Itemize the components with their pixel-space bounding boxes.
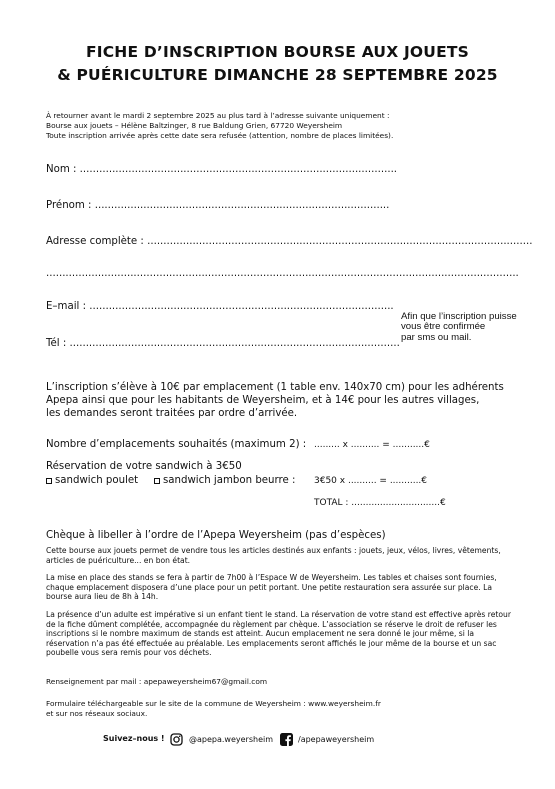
sandwich-label: Réservation de votre sandwich à 3€50: [46, 461, 242, 472]
side-note: [401, 312, 517, 343]
email-field[interactable]: E–mail : ..............................................................................................: [46, 301, 394, 312]
side-note-line: par sms ou mail.: [401, 331, 472, 343]
checkbox-icon[interactable]: [154, 478, 160, 484]
nom-field[interactable]: Nom : ..................................................................................................: [46, 164, 398, 175]
emplacements-label: Nombre d’emplacements souhaités (maximum 2) :: [46, 439, 307, 450]
follow-label: Suivez–nous !: [103, 734, 165, 743]
sandwich-jambon-option[interactable]: [154, 474, 295, 487]
prenom-field[interactable]: Prénom : ...........................................................................................: [46, 200, 390, 211]
facebook-handle: /apepaweyersheim: [298, 734, 375, 744]
title-line1: FICHE D’INSCRIPTION BOURSE AUX JOUETS: [85, 43, 470, 61]
pricing-text: [46, 381, 504, 420]
adresse-field-line2[interactable]: ..................................................................................................................................................: [46, 268, 519, 279]
pricing-line: Apepa ainsi que pour les habitants de Weyersheim, et à 14€ pour les autres villages,: [46, 395, 480, 406]
paragraph-rules: La présence d’un adulte est impérative si un enfant tient le stand. La réservation de votre stand est effective après retour de la fiche dûment complétée, accompagnée du règlement par chèque. L’association se réserve le droit de refuser les inscriptions si le nombre maximum de stands est atteint. Aucun emplacement ne sera donné le jour même, si la réservation n’a pas été effectuée au préalable. Les emplacements seront affichés le jour même de la bourse et un sac poubelle vous sera remis pour vos déchets.: [46, 610, 511, 658]
intro-warning: Toute inscription arrivée après cette date sera refusée (attention, nombre de places limitées).: [46, 131, 394, 140]
total-field[interactable]: TOTAL : ...............................€: [314, 498, 446, 508]
sandwich-poulet-option[interactable]: [46, 474, 138, 487]
sandwich-calc[interactable]: 3€50 x .......... = ...........€: [314, 476, 428, 486]
side-note-line: vous être confirmée: [401, 321, 486, 333]
side-note-line: Afin que l’inscription puisse: [401, 311, 517, 322]
intro-deadline: À retourner avant le mardi 2 septembre 2025 au plus tard à l’adresse suivante uniquement :: [46, 111, 390, 120]
download-info: Formulaire téléchargeable sur le site de la commune de Weyersheim : www.weyersheim.fr: [46, 699, 381, 708]
tel-field[interactable]: Tél : ......................................................................................................: [46, 338, 400, 349]
instagram-link[interactable]: [170, 731, 273, 747]
facebook-link[interactable]: [280, 731, 374, 747]
facebook-icon: [280, 733, 293, 746]
instagram-handle: @apepa.weyersheim: [189, 734, 274, 744]
title-line2: & PUÉRICULTURE DIMANCHE 28 SEPTEMBRE 2025: [57, 66, 498, 84]
download-info-2: et sur nos réseaux sociaux.: [46, 709, 148, 718]
contact-email: Renseignement par mail : apepaweyersheim67@gmail.com: [46, 677, 268, 686]
adresse-field[interactable]: Adresse complète : .......................................................................................................................: [46, 236, 533, 247]
paragraph-setup: La mise en place des stands se fera à partir de 7h00 à l’Espace W de Weyersheim. Les tables et chaises sont fournies, chaque emplacement disposera d’une place pour un petit portant. Une petite restauration sera assurée sur place. La bourse aura lieu de 8h à 14h.: [46, 573, 497, 602]
paragraph-articles: Cette bourse aux jouets permet de vendre tous les articles destinés aux enfants : jouets, jeux, vélos, livres, vêtements, articles de puériculture... en bon état.: [46, 546, 501, 565]
instagram-icon: [170, 733, 183, 746]
pricing-line: L’inscription s’élève à 10€ par emplacement (1 table env. 140x70 cm) pour les adhérents: [46, 382, 504, 393]
intro-address: Bourse aux jouets – Hélène Baltzinger, 8 rue Baldung Grien, 67720 Weyersheim: [46, 121, 343, 130]
cheque-note: Chèque à libeller à l’ordre de l’Apepa Weyersheim (pas d’espèces): [46, 530, 386, 541]
pricing-line: les demandes seront traitées par ordre d’arrivée.: [46, 408, 298, 419]
emplacements-calc[interactable]: ......... x .......... = ...........€: [314, 440, 430, 450]
checkbox-icon[interactable]: [46, 478, 52, 484]
option-label: sandwich poulet: [55, 475, 139, 486]
option-label: sandwich jambon beurre :: [163, 475, 296, 486]
